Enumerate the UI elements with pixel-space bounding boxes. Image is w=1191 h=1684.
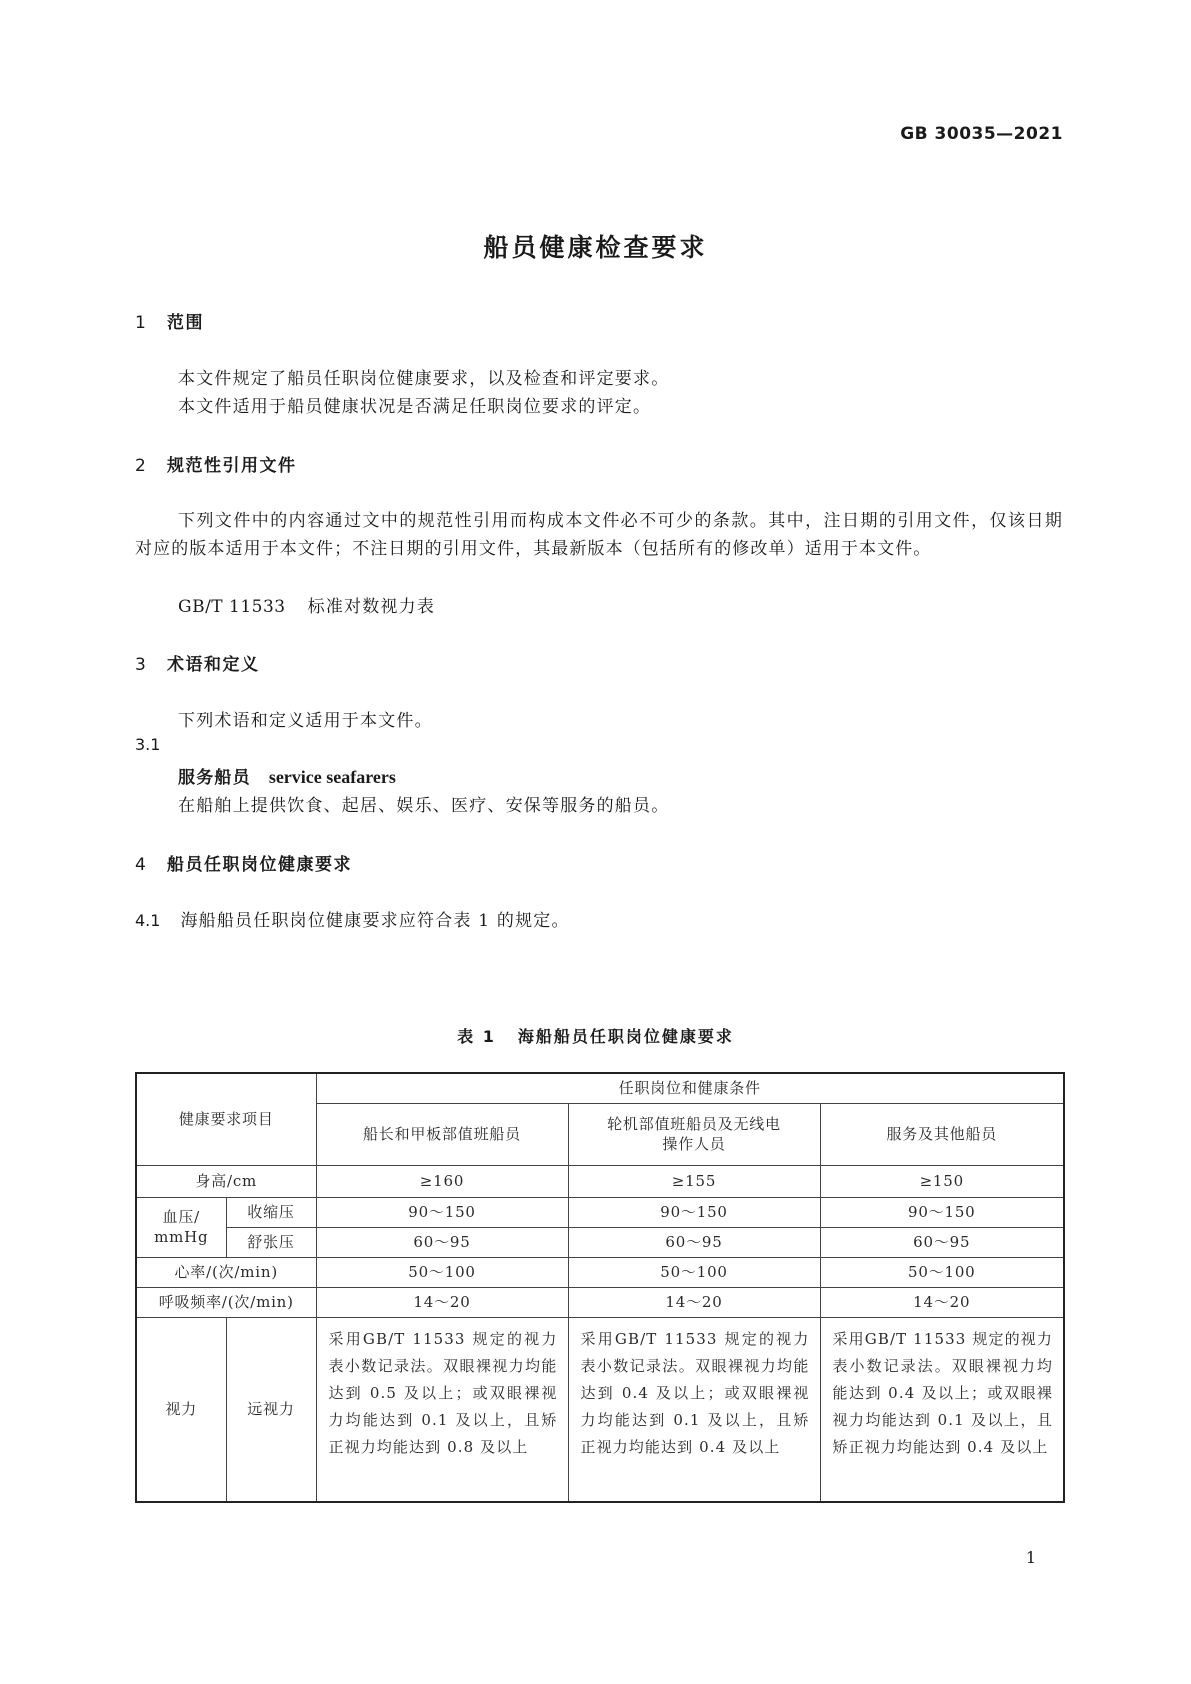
row-label-diastolic: 舒张压	[226, 1227, 316, 1257]
section-number: 4	[135, 855, 146, 875]
header-col-engine	[568, 1103, 820, 1165]
terms-intro-paragraph: 下列术语和定义适用于本文件。	[178, 711, 433, 731]
scope-paragraph-2: 本文件适用于船员健康状况是否满足任职岗位要求的评定。	[178, 397, 652, 417]
cell-value: 14～20	[568, 1287, 820, 1317]
header-col-deck: 船长和甲板部值班船员	[316, 1103, 568, 1165]
cell-vision-service: 采用GB/T 11533 规定的视力表小数记录法。双眼裸视力均能达到 0.4 及以上；或双眼裸视力均能达到 0.1 及以上，且矫正视力均能达到 0.4 及以上	[820, 1317, 1064, 1502]
table-caption	[0, 1024, 1191, 1047]
bp-label-line2: mmHg	[154, 1228, 209, 1246]
page-number: 1	[1025, 1548, 1036, 1567]
cell-value: 90～150	[316, 1197, 568, 1227]
cell-value: 50～100	[316, 1257, 568, 1287]
section-number: 1	[135, 313, 146, 333]
cell-value: 60～95	[820, 1227, 1064, 1257]
row-label-height: 身高/cm	[136, 1165, 316, 1197]
cell-value: 50～100	[568, 1257, 820, 1287]
section-3-heading	[135, 650, 260, 675]
header-item: 健康要求项目	[136, 1073, 316, 1165]
cell-value: 60～95	[568, 1227, 820, 1257]
section-number: 2	[135, 456, 146, 476]
clause-4-1	[135, 906, 570, 931]
term-english: service seafarers	[268, 767, 396, 787]
section-title: 船员任职岗位健康要求	[167, 855, 352, 875]
clause-number: 4.1	[135, 911, 161, 930]
table-caption-title: 海船船员任职岗位健康要求	[517, 1027, 734, 1046]
row-label-systolic: 收缩压	[226, 1197, 316, 1227]
section-4-heading	[135, 850, 352, 875]
table-row	[136, 1287, 1064, 1317]
term-chinese: 服务船员	[178, 768, 251, 788]
normative-references-paragraph: 下列文件中的内容通过文中的规范性引用而构成本文件必不可少的条款。其中，注日期的引用文件，仅该日期对应的版本适用于本文件；不注日期的引用文件，其最新版本（包括所有的修改单）适用于本文件。	[135, 511, 1063, 559]
reference-title: 标准对数视力表	[307, 597, 436, 617]
row-label-respiratory-rate: 呼吸频率/(次/min)	[136, 1287, 316, 1317]
table-row	[136, 1165, 1064, 1197]
header-col-engine-line1: 轮机部值班船员及无线电	[607, 1115, 781, 1133]
row-label-distance-vision: 远视力	[226, 1317, 316, 1502]
table-row	[136, 1197, 1064, 1227]
cell-vision-deck: 采用GB/T 11533 规定的视力表小数记录法。双眼裸视力均能达到 0.5 及以上；或双眼裸视力均能达到 0.1 及以上，且矫正视力均能达到 0.8 及以上	[316, 1317, 568, 1502]
table-caption-number: 表 1	[457, 1027, 496, 1046]
row-label-heart-rate: 心率/(次/min)	[136, 1257, 316, 1287]
header-col-service: 服务及其他船员	[820, 1103, 1064, 1165]
reference-code: GB/T 11533	[178, 597, 286, 617]
row-label-blood-pressure	[136, 1197, 226, 1257]
header-group: 任职岗位和健康条件	[316, 1073, 1064, 1103]
section-1-heading	[135, 308, 204, 333]
table-row	[136, 1257, 1064, 1287]
cell-value: 60～95	[316, 1227, 568, 1257]
section-title: 术语和定义	[167, 655, 260, 675]
cell-value: ≥160	[316, 1165, 568, 1197]
term-definition: 在船舶上提供饮食、起居、娱乐、医疗、安保等服务的船员。	[178, 796, 670, 816]
clause-text: 海船船员任职岗位健康要求应符合表 1 的规定。	[180, 911, 570, 931]
row-label-vision: 视力	[136, 1317, 226, 1502]
cell-value: 50～100	[820, 1257, 1064, 1287]
section-2-heading	[135, 451, 297, 476]
table-row	[136, 1317, 1064, 1502]
cell-value: 90～150	[568, 1197, 820, 1227]
section-title: 规范性引用文件	[167, 456, 297, 476]
cell-vision-engine: 采用GB/T 11533 规定的视力表小数记录法。双眼裸视力均能达到 0.4 及以上；或双眼裸视力均能达到 0.1 及以上，且矫正视力均能达到 0.4 及以上	[568, 1317, 820, 1502]
table-row	[136, 1227, 1064, 1257]
normative-reference-item	[178, 592, 435, 617]
section-number: 3	[135, 655, 146, 675]
cell-value: ≥155	[568, 1165, 820, 1197]
health-requirements-table	[135, 1072, 1065, 1503]
standard-number: GB 30035—2021	[900, 124, 1063, 144]
cell-value: 14～20	[820, 1287, 1064, 1317]
cell-value: ≥150	[820, 1165, 1064, 1197]
term-number: 3.1	[135, 735, 161, 754]
scope-paragraph-1: 本文件规定了船员任职岗位健康要求，以及检查和评定要求。	[178, 369, 670, 389]
header-col-engine-line2: 操作人员	[662, 1135, 726, 1153]
cell-value: 90～150	[820, 1197, 1064, 1227]
section-title: 范围	[167, 313, 204, 333]
table-header-row	[136, 1073, 1064, 1103]
cell-value: 14～20	[316, 1287, 568, 1317]
bp-label-line1: 血压/	[162, 1208, 200, 1226]
document-title: 船员健康检查要求	[483, 233, 708, 262]
term-heading	[178, 763, 396, 788]
